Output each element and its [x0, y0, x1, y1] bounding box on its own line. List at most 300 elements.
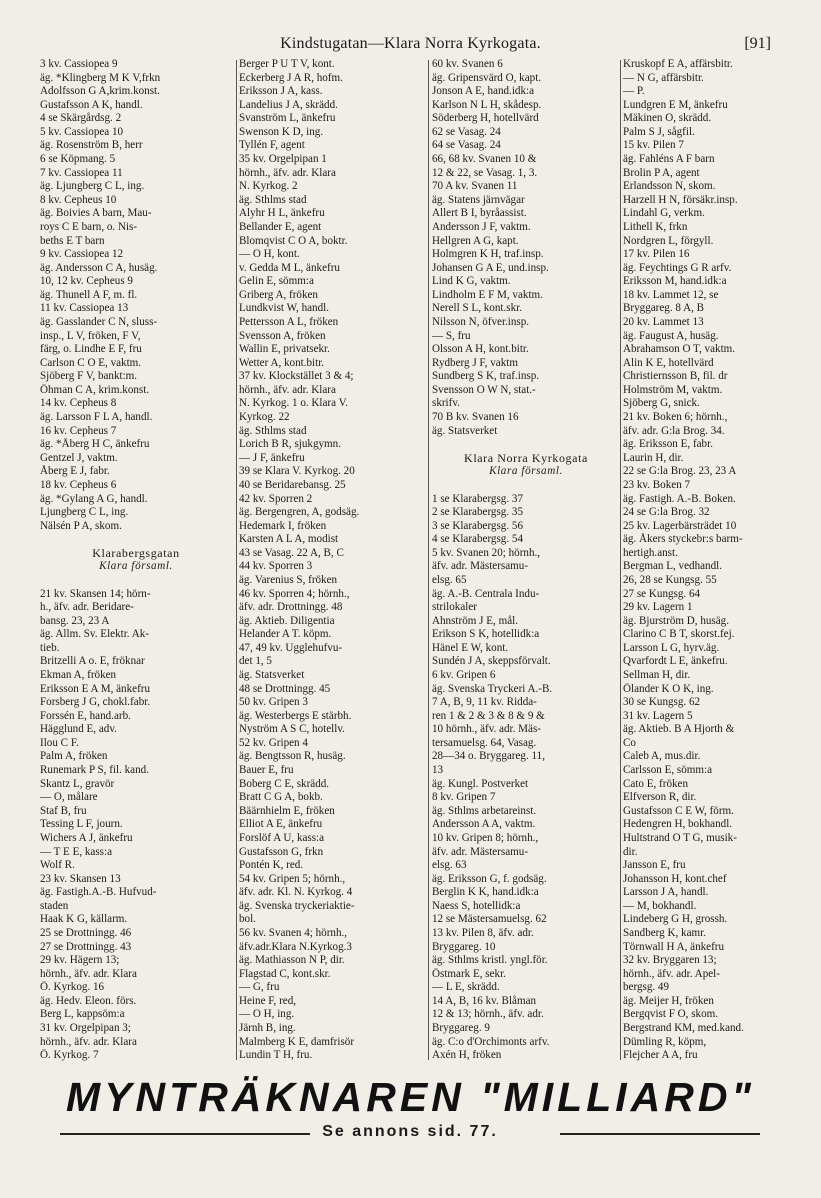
directory-entry: 24 se G:la Brog. 32 — [623, 506, 710, 519]
directory-entry: Bellander E, agent — [239, 220, 322, 233]
directory-entry: 21 kv. Skansen 14; hörn- — [40, 587, 151, 600]
directory-entry: 18 kv. Cepheus 6 — [40, 478, 117, 491]
directory-entry: — O H, kont. — [239, 248, 300, 261]
directory-entry: 39 se Klara V. Kyrkog. 20 — [239, 465, 355, 478]
directory-entry: äg. Faugust A, husäg. — [623, 329, 719, 342]
directory-entry: 26, 28 se Kungsg. 55 — [623, 573, 717, 586]
directory-entry: N. Kyrkog. 2 — [239, 180, 298, 193]
directory-entry: Bratt C G A, bokb. — [239, 791, 323, 804]
directory-entry: Mäkinen O, skrädd. — [623, 112, 712, 125]
directory-entry: Adolfsson G A,krim.konst. — [40, 85, 160, 98]
directory-entry: staden — [40, 899, 69, 912]
directory-entry: äg. Feychtings G R arfv. — [623, 261, 732, 274]
directory-entry: Malmberg K E, damfrisör — [239, 1035, 355, 1048]
directory-entry: 12 & 22, se Vasag. 1, 3. — [432, 166, 538, 179]
directory-entry: — O H, ing. — [239, 1008, 295, 1021]
directory-entry: Dümling R, köpm, — [623, 1035, 707, 1048]
directory-entry: Hellgren A G, kapt. — [432, 234, 519, 247]
directory-entry: — N G, affärsbitr. — [623, 71, 704, 84]
directory-entry: Haak K G, källarm. — [40, 913, 128, 926]
directory-entry: Alin K E, hotellvärd — [623, 356, 714, 369]
directory-entry: 70 B kv. Svanen 16 — [432, 411, 519, 424]
directory-entry: Erikson S K, hotellidk:a — [432, 628, 540, 641]
directory-entry: äg. C:o d'Orchimonts arfv. — [432, 1035, 550, 1048]
directory-entry: Bryggareg. 9 — [432, 1022, 490, 1035]
directory-entry: Bergstrand KM, med.kand. — [623, 1022, 744, 1035]
page-header — [0, 35, 821, 57]
directory-entry: Nerell S L, kont.skr. — [432, 302, 522, 315]
directory-entry: äfv. adr. Kl. N. Kyrkog. 4 — [239, 886, 353, 899]
directory-entry: äg. Svenska tryckeriaktie- — [239, 899, 355, 912]
directory-entry: Ö. Kyrkog. 7 — [40, 1049, 99, 1062]
directory-entry: 6 kv. Gripen 6 — [432, 669, 496, 682]
directory-entry: bergsg. 49 — [623, 981, 670, 994]
directory-entry: Lorich B R, sjukgymn. — [239, 438, 341, 451]
directory-entry: 6 se Köpmang. 5 — [40, 153, 116, 166]
directory-entry: Lindeberg G H, grossh. — [623, 913, 728, 926]
directory-entry: N. Kyrkog. 1 o. Klara V. — [239, 397, 348, 410]
directory-entry: 18 kv. Lammet 12, se — [623, 288, 719, 301]
directory-entry: 35 kv. Orgelpipan 1 — [239, 153, 327, 166]
directory-entry: Allert B I, byråassist. — [432, 207, 527, 220]
directory-entry: 30 se Kungsg. 62 — [623, 696, 701, 709]
directory-entry: Lind K G, vaktm. — [432, 275, 511, 288]
directory-entry: elsg. 65 — [432, 573, 467, 586]
directory-entry: h., äfv. adr. Beridare- — [40, 601, 134, 614]
directory-entry: Lithell K, frkn — [623, 220, 688, 233]
directory-entry: äg. Fastigh.A.-B. Hufvud- — [40, 886, 157, 899]
page-number: [91] — [744, 35, 771, 52]
directory-entry: äg. Aktieb. B A Hjorth & — [623, 723, 735, 736]
directory-entry: äg. Eriksson G, f. godsäg. — [432, 872, 547, 885]
directory-entry: Gelin E, sömm:a — [239, 275, 314, 288]
directory-entry: Staf B, fru — [40, 804, 87, 817]
directory-entry: 50 kv. Gripen 3 — [239, 696, 308, 709]
directory-entry: Söderberg H, hotellvärd — [432, 112, 539, 125]
directory-entry: hertigh.anst. — [623, 546, 678, 559]
directory-entry: Abrahamson O T, vaktm. — [623, 343, 736, 356]
directory-entry: — G, fru — [239, 981, 280, 994]
directory-entry: 11 kv. Cassiopea 13 — [40, 302, 129, 315]
directory-entry: 42 kv. Sporren 2 — [239, 492, 313, 505]
directory-columns — [40, 58, 796, 1063]
directory-entry: 7 kv. Cassiopea 11 — [40, 166, 123, 179]
directory-entry: Hedemark I, fröken — [239, 519, 327, 532]
directory-entry: Laurin H, dir. — [623, 451, 684, 464]
directory-entry: äg. Gasslander C N, sluss- — [40, 315, 158, 328]
directory-entry: Ö. Kyrkog. 16 — [40, 981, 105, 994]
directory-entry: Forssén E, hand.arb. — [40, 709, 131, 722]
directory-entry: hörnh., äfv. adr. Klara — [40, 967, 137, 980]
directory-entry: Bergqvist F O, skom. — [623, 1008, 719, 1021]
directory-entry: Klara Norra Kyrkogata — [464, 451, 588, 465]
directory-entry: Bergman L, vedhandl. — [623, 560, 722, 573]
directory-entry: Co — [623, 736, 636, 749]
directory-entry: färg, o. Lindhe E F, fru — [40, 343, 142, 356]
directory-entry: 48 se Drottningg. 45 — [239, 682, 331, 695]
directory-entry: äg. *Klingberg M K V,frkn — [40, 71, 161, 84]
directory-entry: Carlson C O E, vaktm. — [40, 356, 142, 369]
directory-entry: Nyström A S C, hotellv. — [239, 723, 345, 736]
directory-entry: Kruskopf E A, affärsbitr. — [623, 58, 733, 70]
directory-entry: Naess S, hotellidk:a — [432, 899, 521, 912]
rule-right — [560, 1133, 760, 1135]
directory-entry: 3 kv. Cassiopea 9 — [40, 58, 118, 70]
directory-entry: Forslöf A U, kass:a — [239, 831, 325, 844]
directory-entry: Pontén K, red. — [239, 859, 304, 872]
directory-entry: äg. *Åberg H C, änkefru — [40, 438, 150, 451]
directory-entry: äfv. adr. G:la Brog. 34. — [623, 424, 725, 437]
directory-entry: Elliot A E, änkefru — [239, 818, 323, 831]
directory-entry: Heine F, red, — [239, 994, 297, 1007]
directory-entry: 12 se Mästersamuelsg. 62 — [432, 913, 547, 926]
directory-entry: Hägglund E, adv. — [40, 723, 117, 736]
directory-entry: Bryggareg. 8 A, B — [623, 302, 705, 315]
directory-entry: Elfverson R, dir. — [623, 791, 697, 804]
directory-entry: hörnh., äfv. adr. Klara — [40, 1035, 137, 1048]
directory-entry: hörnh., äfv. adr. Klara — [239, 383, 336, 396]
directory-entry: 9 kv. Cassiopea 12 — [40, 248, 124, 261]
directory-entry: 13 kv. Pilen 8, äfv. adr. — [432, 927, 534, 939]
directory-entry: Holmgren K H, traf.insp. — [432, 248, 544, 261]
directory-entry: Klarabergsgatan — [92, 546, 180, 560]
directory-entry: äg. Fastigh. A.-B. Boken. — [623, 492, 736, 505]
directory-entry: skrifv. — [432, 397, 460, 410]
directory-entry: Ekman A, fröken — [40, 669, 117, 682]
column-1 — [40, 58, 232, 1063]
directory-entry: Ölander K O K, ing. — [623, 682, 714, 695]
directory-entry: v. Gedda M L, änkefru — [239, 261, 340, 274]
directory-entry: Palm S J, sågfil. — [623, 125, 695, 138]
directory-entry: Rydberg J F, vaktm — [432, 356, 518, 369]
directory-entry: äg. Sthlms stad — [239, 193, 307, 206]
directory-entry: Axén H, fröken — [432, 1049, 502, 1062]
directory-entry: Klara församl. — [99, 560, 173, 573]
directory-entry: Sundén J A, skeppsförvalt. — [432, 655, 551, 668]
directory-entry: Hänel E W, kont. — [432, 641, 509, 654]
directory-entry: Karlson N L H, skådesp. — [432, 98, 542, 111]
directory-entry: hörnh., äfv. adr. Klara — [239, 166, 336, 179]
directory-entry: äg. Meijer H, fröken — [623, 994, 714, 1007]
directory-entry: 52 kv. Gripen 4 — [239, 736, 308, 749]
directory-entry: ren 1 & 2 & 3 & 8 & 9 & — [432, 709, 545, 722]
directory-entry: Skantz L, gravör — [40, 777, 115, 790]
directory-entry: Eckerberg J A R, hofm. — [239, 71, 343, 84]
directory-entry: äg. Rosenström B, herr — [40, 139, 143, 152]
directory-entry: äg. Gripensvärd O, kapt. — [432, 71, 542, 84]
directory-entry: äg. Hedv. Eleon. förs. — [40, 994, 137, 1007]
directory-entry: Gustafsson G, frkn — [239, 845, 324, 858]
directory-entry: 7 A, B, 9, 11 kv. Ridda- — [432, 696, 537, 709]
directory-entry: äg. A.-B. Centrala Indu- — [432, 587, 540, 600]
directory-entry: Qvarfordt L E, änkefru. — [623, 655, 728, 668]
directory-entry: 23 kv. Boken 7 — [623, 478, 691, 491]
directory-entry: bansg. 23, 23 A — [40, 614, 110, 627]
directory-entry: 64 se Vasag. 24 — [432, 139, 501, 152]
directory-entry: Landelius J A, skrädd. — [239, 98, 338, 111]
directory-entry: — S, fru — [432, 329, 471, 342]
directory-entry: Larsson L G, hyrv.äg. — [623, 641, 720, 654]
directory-entry: äg. Statsverket — [239, 669, 305, 682]
directory-entry: Hultstrand O T G, musik- — [623, 831, 737, 844]
directory-entry: insp., L V, fröken, F V, — [40, 329, 141, 342]
directory-entry: Flagstad C, kont.skr. — [239, 967, 331, 980]
directory-entry: 20 kv. Lammet 13 — [623, 315, 704, 328]
directory-entry: elsg. 63 — [432, 859, 467, 872]
directory-entry: äg. Kungl. Postverket — [432, 777, 529, 790]
directory-entry: 3 se Klarabergsg. 56 — [432, 519, 523, 532]
column-4 — [623, 58, 813, 1063]
directory-entry: äg. Åkers styckebr:s barm- — [623, 533, 743, 546]
directory-entry: 5 kv. Cassiopea 10 — [40, 125, 124, 138]
directory-entry: Eriksson J A, kass. — [239, 85, 323, 98]
directory-entry: Wolf R. — [40, 859, 75, 872]
directory-entry: Holmström M, vaktm. — [623, 383, 723, 396]
directory-entry: Pettersson A L, fröken — [239, 315, 339, 328]
directory-entry: äg. *Gylang A G, handl. — [40, 492, 148, 505]
directory-entry: Boberg C E, skrädd. — [239, 777, 330, 790]
directory-entry: Sjöberg F V, bankt:m. — [40, 370, 138, 383]
directory-entry: 14 kv. Cepheus 8 — [40, 397, 117, 410]
directory-entry: det 1, 5 — [239, 655, 272, 668]
column-2 — [239, 58, 427, 1063]
directory-entry: Eriksson E A M, änkefru — [40, 682, 150, 695]
directory-entry: Andersson J F, vaktm. — [432, 220, 531, 233]
directory-entry: beths E T barn — [40, 234, 105, 247]
directory-entry: Sandberg K, kamr. — [623, 927, 706, 939]
directory-entry: Kyrkog. 22 — [239, 411, 290, 424]
page-title: Kindstugatan—Klara Norra Kyrkogata. — [280, 35, 541, 52]
directory-entry: 46 kv. Sporren 4; hörnh., — [239, 587, 350, 600]
directory-entry: Gustafsson C E W, förm. — [623, 804, 734, 817]
directory-entry: — P. — [623, 85, 645, 98]
directory-entry: 29 kv. Lagern 1 — [623, 601, 693, 614]
directory-entry: Klara församl. — [489, 465, 563, 478]
directory-entry: 8 kv. Gripen 7 — [432, 791, 496, 804]
directory-entry: äg. Eriksson E, fabr. — [623, 438, 713, 451]
directory-entry: tersamuelsg. 64, Vasag. — [432, 736, 537, 749]
directory-entry: äg. Varenius S, fröken — [239, 573, 338, 586]
directory-entry: Runemark P S, fil. kand. — [40, 764, 149, 777]
directory-entry: 10 kv. Gripen 8; hörnh., — [432, 831, 539, 844]
directory-entry: 1 se Klarabergsg. 37 — [432, 492, 523, 505]
directory-entry: 37 kv. Klockstället 3 & 4; — [239, 370, 354, 383]
directory-entry: äg. Sthlms stad — [239, 424, 307, 437]
directory-entry: Lindholm E F M, vaktm. — [432, 288, 543, 301]
directory-entry: Östmark E, sekr. — [432, 967, 506, 980]
directory-entry: Wallin E, privatsekr. — [239, 343, 330, 356]
directory-entry: äfv. adr. Mästersamu- — [432, 560, 529, 573]
directory-entry: äg. Aktieb. Diligentia — [239, 614, 335, 627]
directory-entry: — O, målare — [40, 791, 98, 804]
directory-entry: Nordgren L, förgyll. — [623, 234, 714, 247]
advertisement-banner: MYNTRÄKNAREN "MILLIARD" — [66, 1074, 755, 1120]
directory-entry: 66, 68 kv. Svanen 10 & — [432, 153, 537, 166]
directory-entry: 21 kv. Boken 6; hörnh., — [623, 411, 728, 424]
directory-entry: 10, 12 kv. Cepheus 9 — [40, 275, 133, 288]
directory-entry: hörnh., äfv. adr. Apel- — [623, 967, 720, 980]
directory-entry: Harzell H N, försäkr.insp. — [623, 193, 738, 206]
directory-entry: 5 kv. Svanen 20; hörnh., — [432, 546, 541, 559]
directory-entry: 2 se Klarabergsg. 35 — [432, 506, 523, 519]
directory-entry: äg. Bjurström D, husäg. — [623, 614, 729, 627]
directory-entry: 15 kv. Pilen 7 — [623, 139, 684, 152]
directory-entry: Blomqvist C O A, boktr. — [239, 234, 348, 247]
directory-entry: 28—34 o. Bryggareg. 11, — [432, 750, 545, 763]
directory-entry: Eriksson M, hand.idk:a — [623, 275, 727, 288]
directory-entry: Hedengren H, bokhandl. — [623, 818, 733, 831]
directory-entry: 25 kv. Lagerbärsträdet 10 — [623, 519, 737, 532]
directory-entry: Swenson K D, ing. — [239, 125, 324, 138]
directory-entry: Gustafsson A K, handl. — [40, 98, 143, 111]
directory-entry — [40, 574, 232, 588]
directory-entry: 13 — [432, 764, 444, 777]
directory-entry: 70 A kv. Svanen 11 — [432, 180, 518, 193]
directory-entry: Svensson O W N, stat.- — [432, 383, 536, 396]
directory-entry: Ahnström J E, mål. — [432, 614, 518, 627]
directory-entry: Bryggareg. 10 — [432, 940, 496, 953]
directory-entry: Palm A, fröken — [40, 750, 108, 763]
directory-entry: Flejcher A A, fru — [623, 1049, 698, 1062]
directory-entry: 10 hörnh., äfv. adr. Mäs- — [432, 723, 541, 736]
directory-entry: 62 se Vasag. 24 — [432, 125, 501, 138]
directory-entry: äg. Larsson F L A, handl. — [40, 411, 153, 424]
directory-entry: äg. Mathiasson N P, dir. — [239, 954, 345, 967]
directory-entry: 8 kv. Cepheus 10 — [40, 193, 117, 206]
directory-entry: 12 & 13; hörnh., äfv. adr. — [432, 1008, 544, 1021]
directory-entry: äfv.adr.Klara N.Kyrkog.3 — [239, 940, 352, 953]
directory-entry: äfv. adr. Drottningg. 48 — [239, 601, 343, 614]
directory-entry: Jansson E, fru — [623, 859, 686, 872]
directory-entry: 27 se Drottningg. 43 — [40, 940, 132, 953]
directory-entry: Clarino C B T, skorst.fej. — [623, 628, 735, 641]
directory-entry: Wetter A, kont.bitr. — [239, 356, 325, 369]
directory-entry: Cato E, fröken — [623, 777, 689, 790]
directory-entry: äg. Westerbergs E stärbh. — [239, 709, 352, 722]
directory-entry: Andersson A A, vaktm. — [432, 818, 536, 831]
directory-entry: 17 kv. Pilen 16 — [623, 248, 690, 261]
directory-entry: äg. Statsverket — [432, 424, 498, 437]
directory-entry: tieb. — [40, 641, 60, 654]
directory-entry: äg. Fahléns A F barn — [623, 153, 715, 166]
directory-entry: Wichers A J, änkefru — [40, 831, 133, 844]
directory-entry: Sundberg S K, traf.insp. — [432, 370, 540, 383]
directory-entry: Lundkvist W, handl. — [239, 302, 329, 315]
directory-entry: 31 kv. Orgelpipan 3; — [40, 1022, 131, 1035]
directory-entry: Lundin T H, fru. — [239, 1049, 313, 1062]
directory-entry: Ilou C F. — [40, 736, 79, 749]
directory-entry: 60 kv. Svanen 6 — [432, 58, 503, 70]
directory-entry: 27 se Kungsg. 64 — [623, 587, 701, 600]
directory-entry: 4 se Skärgårdsg. 2 — [40, 112, 122, 125]
directory-entry: 23 kv. Skansen 13 — [40, 872, 121, 885]
directory-entry: Alyhr H L, änkefru — [239, 207, 325, 220]
directory-entry: Bäärnhielm E, fröken — [239, 804, 335, 817]
directory-entry: Åberg E J, fabr. — [40, 465, 110, 478]
directory-entry: Sellman H, dir. — [623, 669, 691, 682]
directory-entry: äg. Bengtsson R, husäg. — [239, 750, 346, 763]
directory-entry: Britzelli A o. E, fröknar — [40, 655, 145, 668]
directory-entry: 56 kv. Svanen 4; hörnh., — [239, 927, 348, 939]
directory-entry: 54 kv. Gripen 5; hörnh., — [239, 872, 346, 885]
directory-entry: äg. Sthlms arbetareinst. — [432, 804, 537, 817]
column-3 — [432, 58, 620, 1063]
directory-entry: Tessing L F, journ. — [40, 818, 123, 831]
directory-entry: bol. — [239, 913, 256, 926]
directory-entry: — T E E, kass:a — [40, 845, 113, 858]
directory-entry: Berglin K K, hand.idk:a — [432, 886, 539, 899]
directory-entry: Brolin P A, agent — [623, 166, 700, 179]
directory-entry: 14 A, B, 16 kv. Blåman — [432, 994, 537, 1007]
directory-entry: 29 kv. Hägern 13; — [40, 954, 120, 967]
directory-entry: Tyllén F, agent — [239, 139, 305, 152]
directory-entry: Törnwall H A, änkefru — [623, 940, 725, 953]
directory-entry: Christiernsson B, fil. dr — [623, 370, 728, 383]
directory-entry — [432, 479, 620, 493]
directory-entry: äg. Ljungberg C L, ing. — [40, 180, 145, 193]
directory-entry: Ljungberg C L, ing. — [40, 506, 129, 519]
directory-entry: 16 kv. Cepheus 7 — [40, 424, 117, 437]
directory-entry: Nilsson N, öfver.insp. — [432, 315, 530, 328]
directory-entry: Jonson A E, hand.idk:a — [432, 85, 534, 98]
directory-entry: 31 kv. Lagern 5 — [623, 709, 693, 722]
directory-entry: — L E, skrädd. — [432, 981, 500, 994]
directory-entry: äg. Statens järnvägar — [432, 193, 525, 206]
directory-entry: Johansson H, kont.chef — [623, 872, 727, 885]
directory-entry: Järnh B, ing. — [239, 1022, 296, 1035]
directory-entry: roys C E barn, o. Nis- — [40, 220, 138, 233]
directory-entry: Griberg A, fröken — [239, 288, 318, 301]
directory-entry: Lundgren E M, änkefru — [623, 98, 728, 111]
directory-entry — [432, 438, 620, 452]
directory-entry: Berg L, kappsöm:a — [40, 1008, 125, 1021]
directory-entry: Larsson J A, handl. — [623, 886, 709, 899]
directory-entry: Öhman C A, krim.konst. — [40, 383, 150, 396]
directory-entry: dir. — [623, 845, 638, 858]
directory-entry: 40 se Beridarebansg. 25 — [239, 478, 346, 491]
directory-entry: Nälsén P A, skom. — [40, 519, 122, 532]
directory-entry: — J F, änkefru — [239, 451, 305, 464]
directory-entry: äg. Bergengren, A, godsäg. — [239, 506, 360, 519]
directory-entry: Erlandsson N, skom. — [623, 180, 716, 193]
directory-entry: Helander A T. köpm. — [239, 628, 332, 641]
advertisement-subline — [60, 1123, 760, 1145]
directory-entry: — M, bokhandl. — [623, 899, 697, 912]
directory-entry: 47, 49 kv. Ugglehufvu- — [239, 641, 343, 654]
directory-entry — [40, 533, 232, 547]
directory-entry: äg. Thunell A F, m. fl. — [40, 288, 138, 301]
directory-entry: äg. Allm. Sv. Elektr. Ak- — [40, 628, 149, 641]
directory-entry: 44 kv. Sporren 3 — [239, 560, 313, 573]
directory-entry: 4 se Klarabergsg. 54 — [432, 533, 523, 546]
directory-entry: Carlsson E, sömm:a — [623, 764, 713, 777]
directory-entry: 32 kv. Bryggaren 13; — [623, 954, 717, 967]
directory-entry: Sjöberg G, snick. — [623, 397, 700, 410]
directory-entry: Bauer E, fru — [239, 764, 294, 777]
directory-entry: äg. Andersson C A, husäg. — [40, 261, 158, 274]
directory-entry: Svanström L, änkefru — [239, 112, 336, 125]
directory-entry: Forsberg J G, chokl.fabr. — [40, 696, 151, 709]
directory-entry: Olsson A H, kont.bitr. — [432, 343, 529, 356]
advertisement-reference: Se annons sid. 77. — [322, 1123, 498, 1140]
directory-entry: 25 se Drottningg. 46 — [40, 927, 132, 939]
directory-entry: Caleb A, mus.dir. — [623, 750, 701, 763]
directory-entry: Svensson A, fröken — [239, 329, 326, 342]
directory-entry: Gentzel J, vaktm. — [40, 451, 118, 464]
directory-entry: strilokaler — [432, 601, 477, 614]
directory-entry: äg. Svenska Tryckeri A.-B. — [432, 682, 553, 695]
directory-entry: 22 se G:la Brog. 23, 23 A — [623, 465, 737, 478]
